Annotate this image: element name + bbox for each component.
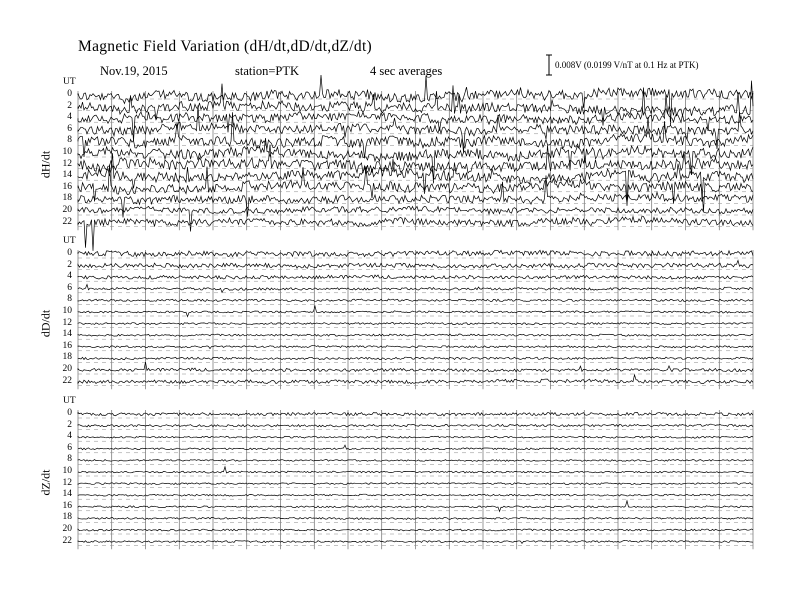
scale-note: 0.008V (0.0199 V/nT at 0.1 Hz at PTK): [555, 60, 699, 70]
chart-title: Magnetic Field Variation (dH/dt,dD/dt,dZ/dt): [78, 38, 373, 55]
panel-ylabel: dZ/dt: [38, 469, 53, 496]
hour-tick-label: 12: [62, 477, 72, 488]
hour-tick-label: 2: [67, 419, 72, 430]
hour-tick-label: 2: [67, 259, 72, 270]
station-label: station=PTK: [235, 64, 299, 78]
hour-tick-label: 18: [62, 352, 72, 363]
hour-tick-label: 12: [62, 158, 72, 169]
hour-tick-label: 6: [67, 442, 72, 453]
hour-tick-label: 10: [62, 147, 72, 157]
hour-tick-label: 0: [67, 408, 72, 418]
ut-label: UT: [63, 236, 76, 246]
hour-tick-label: 14: [62, 170, 72, 181]
ut-label: UT: [63, 77, 76, 87]
hour-tick-label: 22: [62, 535, 72, 546]
hour-tick-label: 8: [67, 135, 72, 146]
hour-tick-label: 20: [62, 364, 72, 374]
hour-tick-label: 10: [62, 466, 72, 476]
hour-tick-label: 4: [67, 112, 72, 123]
hour-tick-label: 22: [62, 375, 72, 386]
hour-tick-label: 8: [67, 294, 72, 305]
hour-tick-label: 16: [62, 181, 72, 192]
averaging-label: 4 sec averages: [370, 64, 443, 78]
date-label: Nov.19, 2015: [100, 64, 168, 78]
scale-bar: [546, 55, 552, 75]
hour-tick-label: 22: [62, 216, 72, 227]
hour-tick-label: 10: [62, 306, 72, 316]
hour-tick-label: 0: [67, 89, 72, 99]
hour-tick-label: 16: [62, 340, 72, 351]
hour-tick-label: 14: [62, 489, 72, 500]
hour-tick-label: 4: [67, 431, 72, 442]
hour-tick-label: 12: [62, 317, 72, 328]
hour-tick-label: 20: [62, 524, 72, 534]
hour-tick-label: 18: [62, 512, 72, 523]
hour-tick-label: 2: [67, 100, 72, 111]
hour-tick-label: 16: [62, 500, 72, 511]
hour-tick-label: 4: [67, 271, 72, 282]
hour-tick-label: 0: [67, 248, 72, 258]
hour-tick-label: 20: [62, 205, 72, 215]
hour-tick-label: 14: [62, 329, 72, 340]
hour-tick-label: 6: [67, 123, 72, 134]
hour-tick-label: 8: [67, 454, 72, 465]
panel-ylabel: dH/dt: [38, 150, 53, 179]
hour-tick-label: 18: [62, 193, 72, 204]
hour-tick-label: 6: [67, 282, 72, 293]
panel-ylabel: dD/dt: [38, 309, 53, 338]
ut-label: UT: [63, 396, 76, 406]
